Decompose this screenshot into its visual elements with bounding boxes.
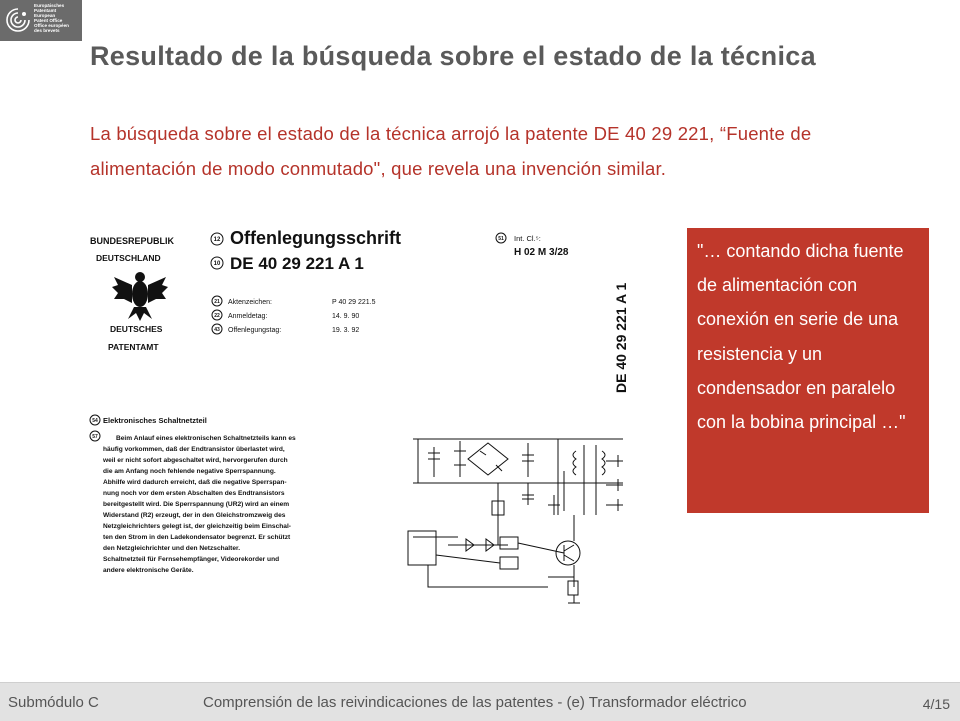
doc-number: DE 40 29 221 A 1 bbox=[230, 254, 364, 273]
intro-text: La búsqueda sobre el estado de la técnica arrojó la patente DE 40 29 221, “Fuente de alimentación de modo conmutado", que revela una invención similar. bbox=[90, 123, 812, 179]
doc-heading: Offenlegungsschrift bbox=[230, 228, 402, 248]
doc-code-10: 10 bbox=[213, 261, 221, 267]
doc-abstract-line: Widerstand (R2) erzeugt, der in den Gleichstromzweig des bbox=[103, 512, 286, 519]
doc-code-54: 54 bbox=[92, 418, 98, 424]
logo-line: Patent Office bbox=[34, 18, 63, 24]
logo-line: European bbox=[34, 13, 56, 19]
doc-vertical-number: DE 40 29 221 A 1 bbox=[613, 282, 629, 393]
quote-box: "… contando dicha fuente de alimentación con conexión en serie de una resistencia y un condensador en paralelo con la bobina principal …" bbox=[687, 228, 929, 513]
doc-code-57: 57 bbox=[92, 434, 98, 440]
logo-line: Office européen bbox=[34, 23, 69, 29]
doc-aktenzeichen-label: Aktenzeichen: bbox=[228, 299, 272, 306]
doc-office-2: PATENTAMT bbox=[108, 342, 159, 352]
doc-aktenzeichen-value: P 40 29 221.5 bbox=[332, 299, 376, 306]
doc-abstract-line: häufig vorkommen, daß der Endtransistor überlastet wird, bbox=[103, 446, 285, 453]
doc-code-51: 51 bbox=[498, 236, 504, 242]
doc-int-cl-value: H 02 M 3/28 bbox=[514, 247, 569, 258]
epo-emblem-icon bbox=[4, 6, 32, 34]
doc-abstract-line: weil er nicht sofort abgeschaltet wird, hervorgerufen durch bbox=[103, 457, 288, 464]
doc-code-43: 43 bbox=[214, 327, 220, 333]
epo-logo-text bbox=[34, 3, 80, 34]
doc-abstract-line: Beim Anlauf eines elektronischen Schaltnetzteils kann es bbox=[116, 435, 296, 442]
page-number: 4/15 bbox=[922, 696, 950, 712]
footer-module: Submódulo C bbox=[8, 694, 99, 711]
logo-line: des brevets bbox=[34, 28, 60, 34]
doc-abstract-line: den Netzgleichrichter und den Netzschalter. bbox=[103, 545, 241, 552]
doc-abstract-line: bereitgestellt wird. Die Sperrspannung (UR2) wird an einem bbox=[103, 501, 290, 508]
doc-code-12: 12 bbox=[213, 237, 221, 243]
doc-offenlegungstag-label: Offenlegungstag: bbox=[228, 327, 282, 334]
doc-code-22: 22 bbox=[214, 313, 220, 319]
doc-country-1: BUNDESREPUBLIK bbox=[90, 236, 175, 246]
doc-abstract-line: die am Anfang noch fehlende negative Sperrspannung. bbox=[103, 468, 276, 475]
doc-abstract-line: Schaltnetzteil für Fernsehempfänger, Videorekorder und bbox=[103, 556, 280, 563]
footer-bar bbox=[0, 682, 960, 721]
logo-line: Patentamt bbox=[34, 8, 57, 14]
doc-abstract-title: Elektronisches Schaltnetzteil bbox=[103, 416, 207, 425]
slide-title: Resultado de la búsqueda sobre el estado de la técnica bbox=[90, 41, 816, 71]
patent-document-image bbox=[88, 215, 648, 610]
doc-offenlegungstag-value: 19. 3. 92 bbox=[332, 327, 360, 334]
footer-topic: Comprensión de las reivindicaciones de las patentes - (e) Transformador eléctrico bbox=[203, 694, 747, 711]
eagle-icon bbox=[112, 272, 168, 321]
doc-int-cl-label: Int. Cl.⁵: bbox=[514, 234, 541, 243]
doc-abstract-line: Abhilfe wird dadurch erreicht, daß die negative Sperrspan- bbox=[103, 479, 287, 486]
doc-abstract-line: andere elektronische Geräte. bbox=[103, 567, 194, 574]
logo-line: Europäisches bbox=[34, 3, 65, 8]
doc-anmeldetag-label: Anmeldetag: bbox=[228, 313, 268, 320]
doc-abstract-line: Netzgleichrichters gelegt ist, der gleichzeitig beim Einschal- bbox=[103, 523, 291, 530]
circuit-diagram bbox=[408, 439, 623, 603]
doc-abstract-line: ten den Strom in den Ladekondensator begrenzt. Er schützt bbox=[103, 534, 291, 541]
doc-country-2: DEUTSCHLAND bbox=[96, 253, 161, 263]
doc-office-1: DEUTSCHES bbox=[110, 324, 163, 334]
epo-logo bbox=[0, 0, 82, 41]
doc-anmeldetag-value: 14. 9. 90 bbox=[332, 313, 360, 320]
doc-code-21: 21 bbox=[214, 299, 220, 305]
doc-abstract-line: nung noch vor dem ersten Abschalten des Endtransistors bbox=[103, 490, 285, 497]
